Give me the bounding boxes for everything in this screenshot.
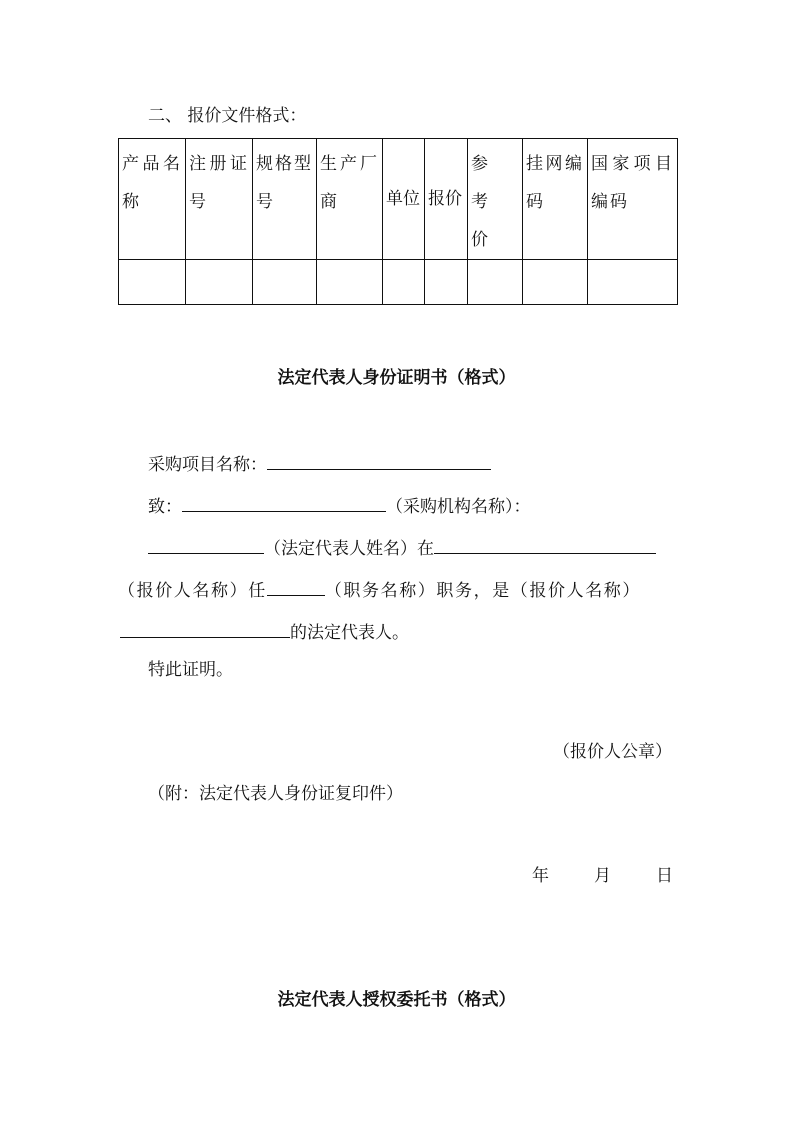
date-line bbox=[532, 866, 673, 886]
seal-text: （报价人公章） bbox=[553, 742, 672, 762]
position-blank[interactable] bbox=[267, 578, 325, 596]
table-cell bbox=[468, 260, 523, 305]
bidder-name-blank[interactable] bbox=[120, 620, 290, 638]
agency-blank[interactable] bbox=[182, 494, 386, 512]
header-national-project-code: 国家项目编码 bbox=[588, 139, 678, 260]
table-cell bbox=[119, 260, 186, 305]
table-cell bbox=[317, 260, 383, 305]
header-quote-price: 报价 bbox=[425, 139, 468, 260]
header-spec-model: 规格型号 bbox=[253, 139, 317, 260]
certify-text: 特此证明。 bbox=[148, 660, 233, 680]
project-label: 采购项目名称： bbox=[148, 455, 267, 475]
header-reference-price: 参考价 bbox=[468, 139, 523, 260]
bidder-label-1: （报价人名称）任 bbox=[118, 581, 267, 601]
table-cell bbox=[253, 260, 317, 305]
auth-title: 法定代表人授权委托书（格式） bbox=[277, 990, 516, 1010]
header-listing-code: 挂网编码 bbox=[523, 139, 588, 260]
legal-rep-suffix: 的法定代表人。 bbox=[290, 623, 409, 643]
header-manufacturer: 生产厂商 bbox=[317, 139, 383, 260]
position-line bbox=[118, 578, 641, 601]
project-name-line bbox=[148, 452, 491, 475]
table-cell bbox=[383, 260, 425, 305]
section-heading: 二、 报价文件格式： bbox=[148, 106, 307, 126]
table-cell bbox=[186, 260, 253, 305]
header-registration-no: 注册证号 bbox=[186, 139, 253, 260]
rep-name-label: （法定代表人姓名）在 bbox=[264, 539, 434, 559]
table-cell bbox=[523, 260, 588, 305]
position-label: （职务名称）职务，是（报价人名称） bbox=[324, 581, 642, 601]
table-row bbox=[119, 260, 678, 305]
date-day: 日 bbox=[656, 866, 673, 886]
header-product-name: 产品名称 bbox=[119, 139, 186, 260]
rep-name-blank[interactable] bbox=[148, 536, 264, 554]
date-month: 月 bbox=[594, 866, 611, 886]
to-label: 致： bbox=[148, 497, 182, 517]
agency-label: （采购机构名称）： bbox=[386, 497, 531, 517]
date-year: 年 bbox=[532, 866, 549, 886]
attachment-note: （附：法定代表人身份证复印件） bbox=[148, 784, 403, 804]
table-cell bbox=[588, 260, 678, 305]
rep-name-line bbox=[148, 536, 656, 559]
header-unit: 单位 bbox=[383, 139, 425, 260]
addressee-line bbox=[148, 494, 531, 517]
legal-rep-line bbox=[120, 620, 409, 643]
project-name-blank[interactable] bbox=[267, 452, 491, 470]
company-blank[interactable] bbox=[434, 536, 656, 554]
table-cell bbox=[425, 260, 468, 305]
table-header-row bbox=[119, 139, 678, 260]
quote-format-table bbox=[118, 138, 678, 305]
cert-title: 法定代表人身份证明书（格式） bbox=[277, 368, 516, 388]
